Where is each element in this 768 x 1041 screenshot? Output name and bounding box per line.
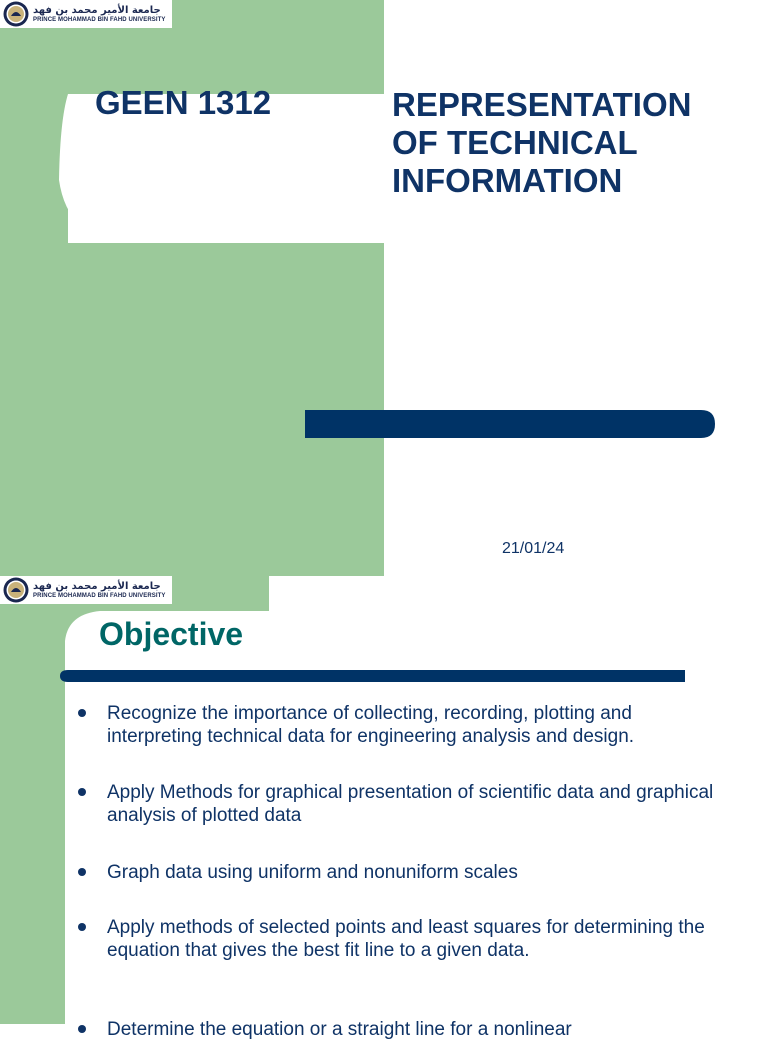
logo-arabic-text: جامعة الأمير محمد بن فهد <box>33 580 161 592</box>
logo-english-text: PRINCE MOHAMMAD BIN FAHD UNIVERSITY <box>33 16 166 23</box>
course-title: REPRESENTATION OF TECHNICAL INFORMATION <box>392 86 692 199</box>
list-item <box>78 702 718 748</box>
slide-title: Objective <box>99 616 244 652</box>
list-item-text: Recognize the importance of collecting, recording, plotting and interpreting technical data for engineering analysis and design. <box>107 703 635 747</box>
list-item-text: Apply methods of selected points and least squares for determining the equation that gives the best fit line to a given data. <box>107 917 705 961</box>
bullet-icon <box>78 709 86 717</box>
presentation-date: 21/01/24 <box>502 540 565 557</box>
logo-arabic-text: جامعة الأمير محمد بن فهد <box>33 4 161 16</box>
list-item <box>78 916 718 962</box>
list-item <box>78 781 718 827</box>
university-seal-icon <box>3 1 29 27</box>
university-logo <box>0 0 172 28</box>
bullet-icon <box>78 788 86 796</box>
list-item-text: Apply Methods for graphical presentation of scientific data and graphical analysis of plotted data <box>107 782 714 826</box>
list-item-text: Graph data using uniform and nonuniform scales <box>107 862 518 883</box>
bullet-icon <box>78 868 86 876</box>
university-seal-icon <box>3 577 29 603</box>
bullet-icon <box>78 923 86 931</box>
bullet-icon <box>78 1025 86 1033</box>
course-code: GEEN 1312 <box>95 84 272 121</box>
logo-english-text: PRINCE MOHAMMAD BIN FAHD UNIVERSITY <box>33 592 166 599</box>
navy-underline-bar <box>60 670 685 684</box>
objective-slide <box>0 576 768 1040</box>
university-logo-2 <box>0 576 172 604</box>
list-item <box>78 861 718 884</box>
list-item-text: Determine the equation or a straight line for a nonlinear <box>107 1019 572 1040</box>
navy-divider-bar <box>305 410 715 438</box>
list-item <box>78 1018 718 1041</box>
